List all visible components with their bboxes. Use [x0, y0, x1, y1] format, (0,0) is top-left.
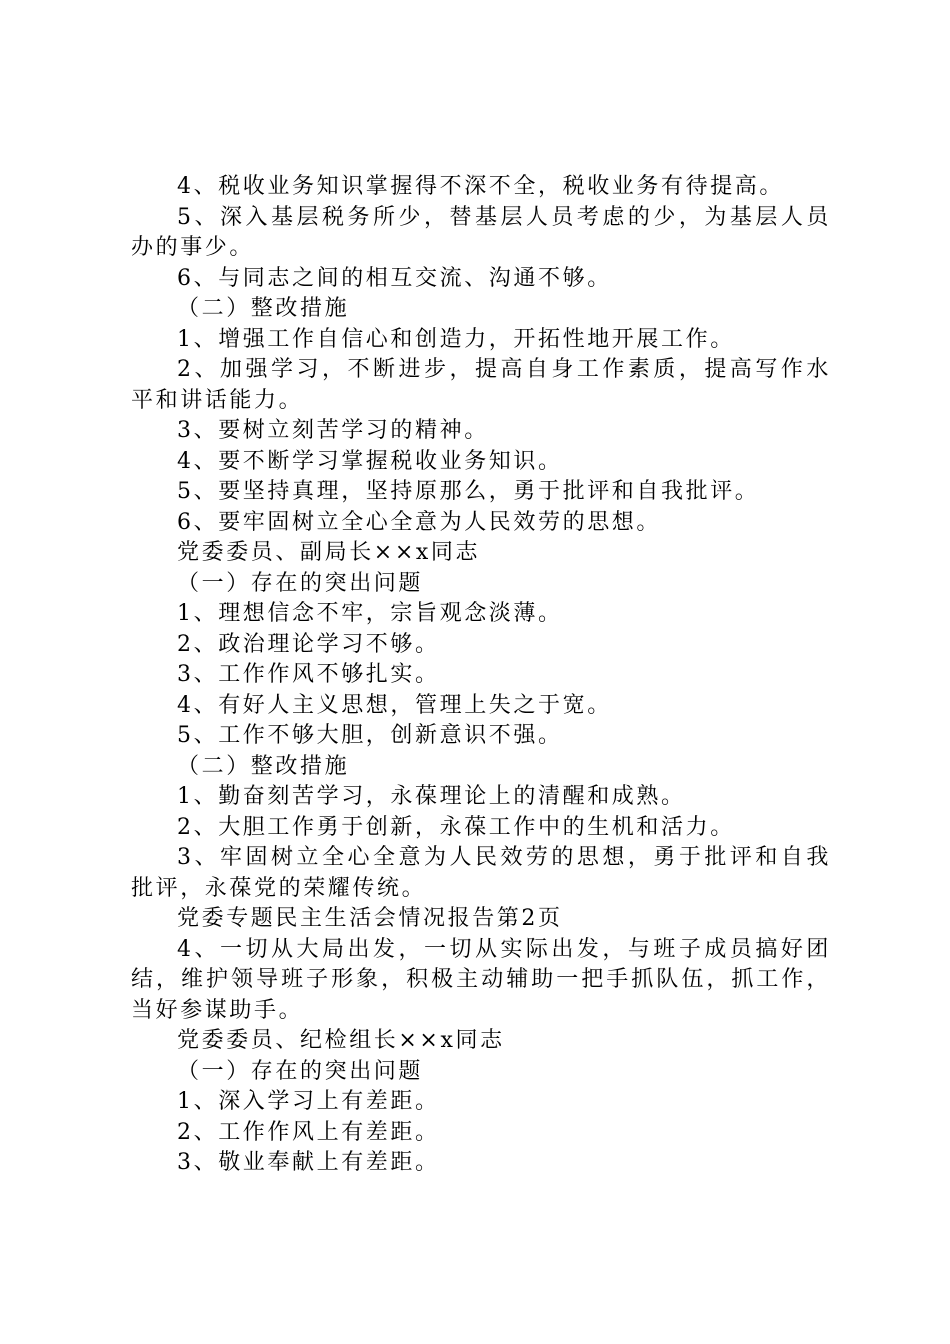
- paragraph: 1、深入学习上有差距。: [177, 1089, 440, 1114]
- paragraph: 5、要坚持真理，坚持原那么，勇于批评和自我批评。: [177, 479, 760, 504]
- paragraph: 3、敬业奉献上有差距。: [177, 1150, 440, 1175]
- person-heading: 党委委员、副局长××x同志: [177, 540, 481, 565]
- paragraph: 1、理想信念不牢，宗旨观念淡薄。: [177, 601, 563, 626]
- document-body: [131, 172, 831, 1179]
- paragraph: 2、加强学习，不断进步，提高自身工作素质，提高写作水平和讲话能力。: [131, 357, 831, 413]
- paragraph: 5、深入基层税务所少，替基层人员考虑的少，为基层人员办的事少。: [131, 204, 831, 260]
- paragraph: 4、有好人主义思想，管理上失之于宽。: [177, 692, 612, 718]
- paragraph: 1、增强工作自信心和创造力，开拓性地开展工作。: [177, 326, 735, 352]
- paragraph: 1、勤奋刻苦学习，永葆理论上的清醒和成熟。: [177, 784, 686, 809]
- paragraph: 4、要不断学习掌握税收业务知识。: [177, 448, 563, 474]
- paragraph: 6、与同志之间的相互交流、沟通不够。: [177, 265, 612, 291]
- section-heading: （一）存在的突出问题: [177, 570, 424, 596]
- paragraph: 4、一切从大局出发，一切从实际出发，与班子成员搞好团结，维护领导班子形象，积极主动辅助一把手抓队伍，抓工作，当好参谋助手。: [131, 936, 831, 1023]
- paragraph: 3、牢固树立全心全意为人民效劳的思想，勇于批评和自我批评，永葆党的荣耀传统。: [131, 845, 831, 901]
- section-heading: （二）整改措施: [177, 753, 350, 779]
- paragraph: 2、政治理论学习不够。: [177, 631, 440, 657]
- section-heading: （一）存在的突出问题: [177, 1058, 424, 1084]
- paragraph: 3、要树立刻苦学习的精神。: [177, 418, 489, 443]
- paragraph: 2、工作作风上有差距。: [177, 1119, 440, 1145]
- paragraph: 3、工作作风不够扎实。: [177, 662, 440, 687]
- paragraph: 2、大胆工作勇于创新，永葆工作中的生机和活力。: [177, 814, 735, 840]
- page-marker: 党委专题民主生活会情况报告第2页: [177, 906, 563, 931]
- paragraph: 5、工作不够大胆，创新意识不强。: [177, 723, 563, 748]
- paragraph: 4、税收业务知识掌握得不深不全，税收业务有待提高。: [177, 174, 784, 199]
- person-heading: 党委委员、纪检组长××x同志: [177, 1028, 505, 1053]
- section-heading: （二）整改措施: [177, 296, 350, 321]
- paragraph: 6、要牢固树立全心全意为人民效劳的思想。: [177, 509, 661, 535]
